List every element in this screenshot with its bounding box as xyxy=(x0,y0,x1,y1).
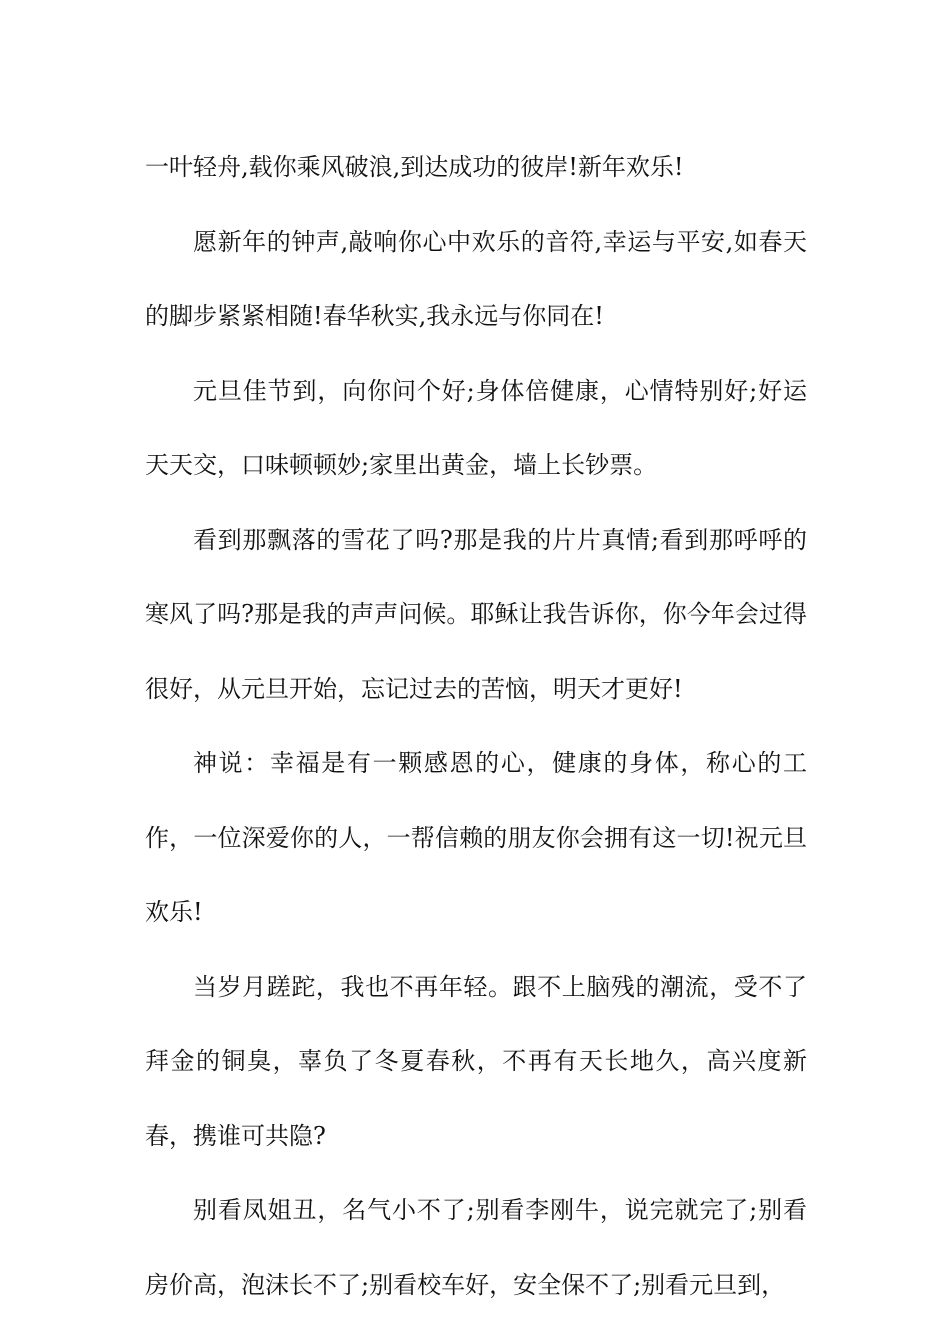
paragraph-2: 愿新年的钟声,敲响你心中欢乐的音符,幸运与平安,如春天的脚步紧紧相随!春华秋实,我永远与你同在! xyxy=(145,227,807,330)
paragraph-3: 元旦佳节到，向你问个好;身体倍健康，心情特别好;好运天天交，口味顿顿妙;家里出黄金，墙上长钞票。 xyxy=(145,376,807,479)
paragraph-5: 神说：幸福是有一颗感恩的心，健康的身体，称心的工作，一位深爱你的人，一帮信赖的朋友你会拥有这一切!祝元旦欢乐! xyxy=(145,749,807,926)
document-body xyxy=(145,130,807,1322)
paragraph-1: 一叶轻舟,载你乘风破浪,到达成功的彼岸!新年欢乐! xyxy=(145,153,684,181)
paragraph-4: 看到那飘落的雪花了吗?那是我的片片真情;看到那呼呼的寒风了吗?那是我的声声问候。耶稣让我告诉你，你今年会过得很好，从元旦开始，忘记过去的苦恼，明天才更好! xyxy=(145,525,807,703)
paragraph-7: 别看凤姐丑，名气小不了;别看李刚牛，说完就完了;别看房价高，泡沫长不了;别看校车好，安全保不了;别看元旦到， xyxy=(145,1196,807,1299)
paragraph-6: 当岁月蹉跎，我也不再年轻。跟不上脑残的潮流，受不了拜金的铜臭，辜负了冬夏春秋，不再有天长地久，高兴度新春，携谁可共隐? xyxy=(145,972,807,1150)
